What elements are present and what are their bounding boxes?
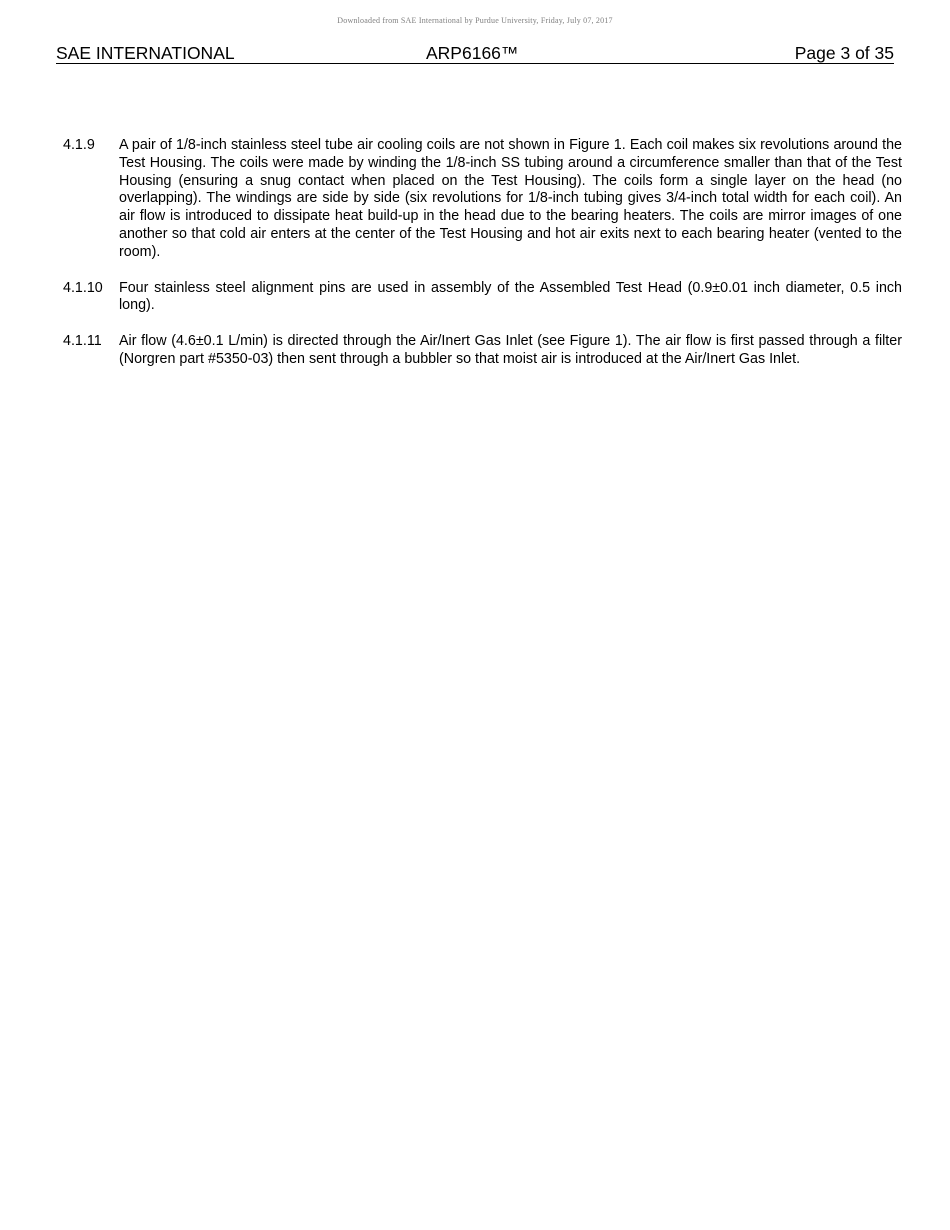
header-document-id: ARP6166™ — [426, 43, 519, 63]
section-number: 4.1.10 — [63, 279, 103, 296]
header-organization: SAE INTERNATIONAL — [56, 43, 235, 63]
section-4-1-9 — [63, 137, 902, 262]
header-page-number: Page 3 of 35 — [794, 43, 894, 63]
section-4-1-11 — [63, 333, 902, 369]
page-header — [56, 44, 894, 64]
section-4-1-10 — [63, 280, 902, 316]
section-number: 4.1.11 — [63, 333, 102, 350]
download-watermark: Downloaded from SAE International by Purdue University, Friday, July 07, 2017 — [337, 16, 613, 25]
document-body — [63, 137, 902, 387]
section-text: Air flow (4.6±0.1 L/min) is directed through the Air/Inert Gas Inlet (see Figure 1). The air flow is first passed through a filter (Norgren part #5350-03) then sent through a bubbler so that moist air is introduced at the Air/Inert Gas Inlet. — [119, 333, 902, 367]
section-number: 4.1.9 — [63, 137, 95, 153]
section-text: A pair of 1/8-inch stainless steel tube air cooling coils are not shown in Figure 1. Each coil makes six revolutions around the Test Housing. The coils were made by winding the 1/8-inch SS tubing around a circumference smaller than that of the Test Housing (ensuring a snug contact when placed on the Test Housing). The coils form a single layer on the head (no overlapping). The windings are side by side (six revolutions for 1/8-inch tubing gives 3/4-inch total width for each coil). An air flow is introduced to dissipate heat build-up in the head due to the bearing heaters. The coils are mirror images of one another so that cold air enters at the center of the Test Housing and hot air exits next to each bearing heater (vented to the room). — [119, 137, 902, 260]
section-text: Four stainless steel alignment pins are used in assembly of the Assembled Test Head (0.9±0.01 inch diameter, 0.5 inch long). — [119, 279, 902, 314]
